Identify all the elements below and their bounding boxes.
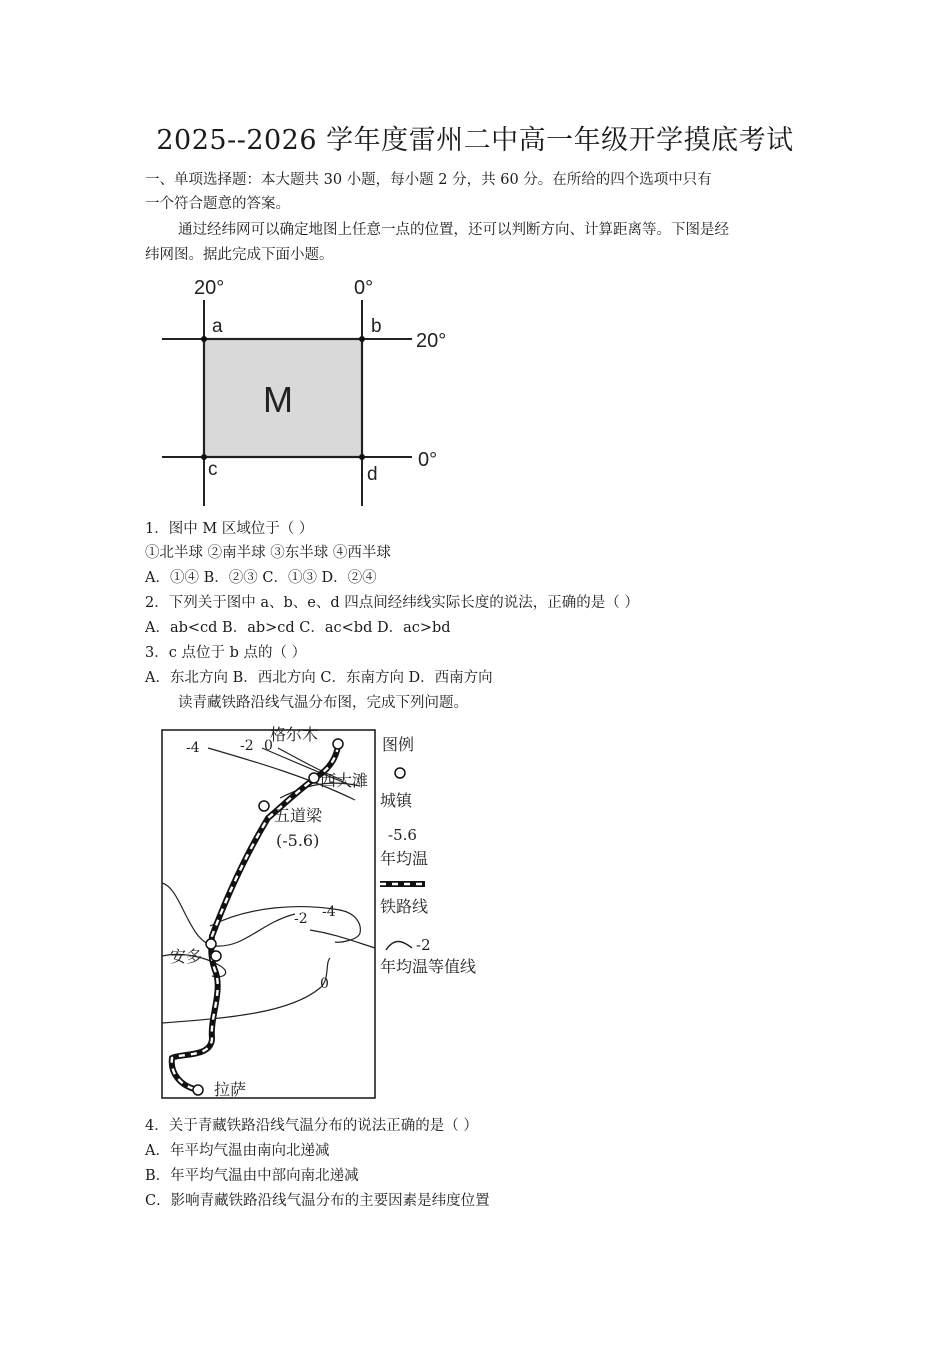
- point-a-label: a: [212, 316, 223, 337]
- label-anduo: 安多: [170, 947, 203, 966]
- legend-town-icon: [395, 768, 405, 778]
- q4-option-b: B．年平均气温由中部向南北递减: [145, 1168, 359, 1184]
- town-anduo-marker: [206, 939, 216, 949]
- instructions-line-1: 一、单项选择题：本大题共 30 小题，每小题 2 分，共 60 分。在所给的四个选项中只有: [145, 172, 712, 188]
- q1-stem: 1．图中 M 区域位于（ ）: [145, 521, 314, 537]
- railway-line-dashes: [172, 746, 338, 1090]
- legend-isotherm-icon: [386, 942, 412, 951]
- legend-title: 图例: [382, 735, 415, 754]
- lon-left-label: 20°: [194, 277, 225, 299]
- label-xidatan: 西大滩: [320, 771, 369, 790]
- iso-label-n2-mid: -2: [294, 911, 308, 927]
- point-b-dot: [359, 336, 365, 342]
- graticule-figure: [140, 270, 470, 510]
- label-golmud: 格尔木: [270, 725, 319, 744]
- lat-top-label: 20°: [416, 330, 447, 352]
- label-wudaoliang: 五道梁: [274, 806, 323, 825]
- legend-temp-value: -5.6: [388, 826, 417, 844]
- group1-intro-line-1: 通过经纬网可以确定地图上任意一点的位置，还可以判断方向、计算距离等。下图是经: [178, 222, 729, 238]
- group1-intro-line-2: 纬网图。据此完成下面小题。: [145, 247, 334, 263]
- iso-label-n2-top: -2: [240, 738, 254, 754]
- region-label: M: [263, 379, 293, 420]
- legend-temp-label: 年均温: [380, 849, 429, 868]
- legend-isotherm-label: 年均温等值线: [380, 957, 477, 976]
- label-lhasa: 拉萨: [214, 1080, 247, 1099]
- q2-stem: 2．下列关于图中 a、b、e、d 四点间经纬线实际长度的说法，正确的是（ ）: [145, 595, 639, 611]
- point-d-dot: [359, 454, 365, 460]
- town-lhasa-marker: [193, 1085, 203, 1095]
- q1-choices: A．①④ B．②③ C．①③ D．②④: [145, 570, 377, 586]
- q3-choices: A．东北方向 B．西北方向 C．东南方向 D．西南方向: [145, 670, 493, 686]
- page-title: 2025--2026 学年度雷州二中高一年级开学摸底考试: [156, 125, 794, 156]
- legend-iso-value: -2: [416, 936, 431, 954]
- town-anduo-marker-2: [211, 951, 221, 961]
- iso-label-n4-mid: -4: [322, 904, 336, 920]
- legend-town-label: 城镇: [380, 791, 413, 810]
- group2-intro: 读青藏铁路沿线气温分布图，完成下列问题。: [178, 695, 468, 711]
- iso-label-zero-top: 0: [264, 738, 273, 754]
- point-c-dot: [201, 454, 207, 460]
- point-d-label: d: [367, 464, 378, 485]
- lon-right-label: 0°: [354, 277, 374, 299]
- point-a-dot: [201, 336, 207, 342]
- point-c-label: c: [208, 459, 218, 480]
- lat-bottom-label: 0°: [418, 449, 438, 471]
- q4-option-c: C．影响青藏铁路沿线气温分布的主要因素是纬度位置: [145, 1193, 490, 1209]
- instructions-line-2: 一个符合题意的答案。: [145, 196, 290, 212]
- railway-temperature-map: [150, 718, 510, 1108]
- q2-choices: A．ab<cd B．ab>cd C．ac<bd D．ac>bd: [145, 620, 451, 636]
- label-wudaoliang-temp: (-5.6): [276, 831, 320, 850]
- q3-stem: 3．c 点位于 b 点的（ ）: [145, 645, 307, 661]
- q4-option-a: A．年平均气温由南向北递减: [145, 1143, 330, 1159]
- q1-options: ①北半球 ②南半球 ③东半球 ④西半球: [145, 545, 391, 561]
- q4-stem: 4．关于青藏铁路沿线气温分布的说法正确的是（ ）: [145, 1118, 478, 1134]
- railway-line: [172, 746, 338, 1090]
- iso-label-n4-top: -4: [186, 740, 200, 756]
- town-xidatan-marker: [309, 773, 319, 783]
- point-b-label: b: [371, 316, 382, 337]
- isotherm-n4-east: [310, 930, 375, 948]
- iso-label-zero-low: 0: [320, 976, 329, 992]
- town-wudaoliang-marker: [259, 801, 269, 811]
- isotherm-zero-low: [162, 958, 330, 1023]
- legend-railway-label: 铁路线: [380, 897, 429, 916]
- town-golmud-marker: [333, 739, 343, 749]
